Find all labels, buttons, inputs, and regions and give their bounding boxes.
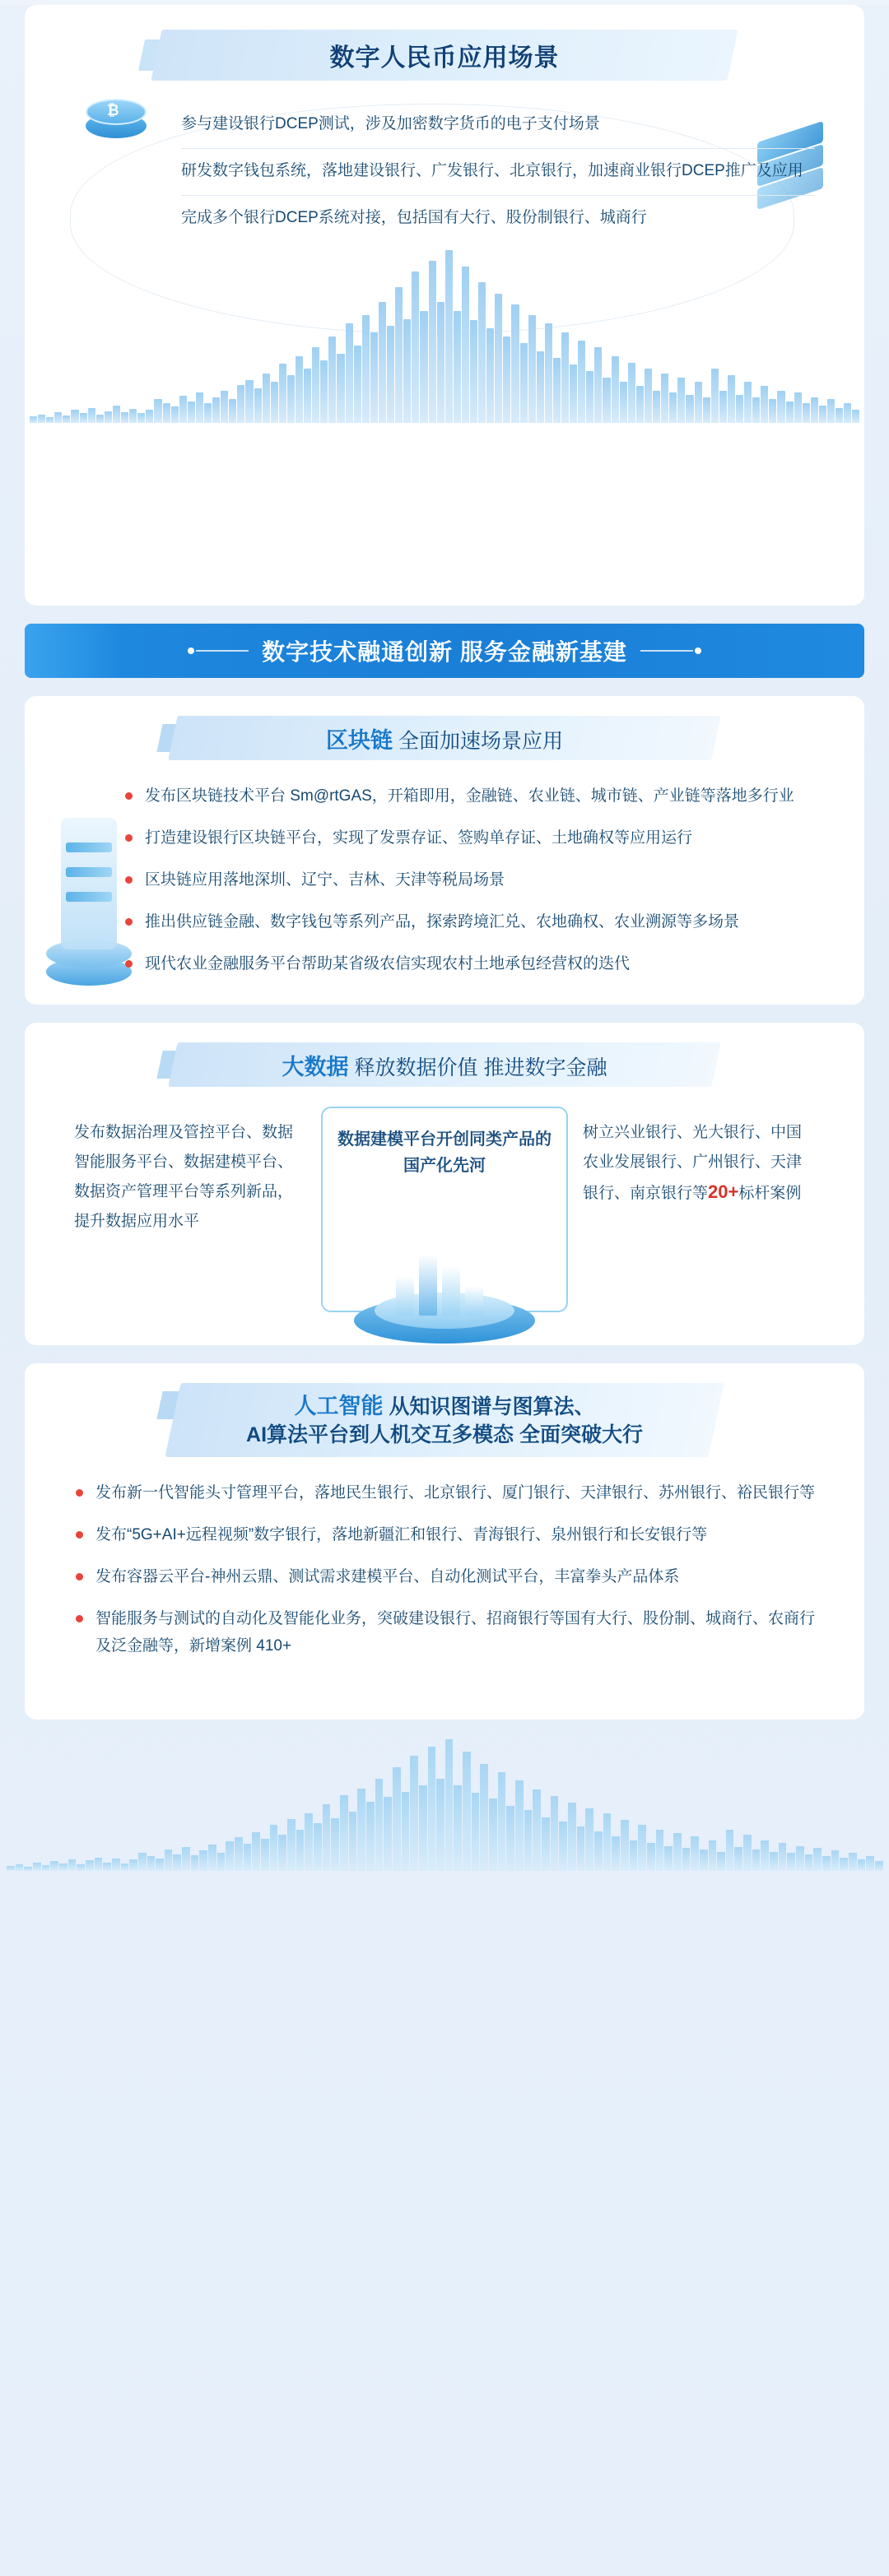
skyline-bar (24, 1867, 32, 1871)
skyline-bar (436, 1779, 444, 1871)
skyline-bar (208, 1845, 216, 1871)
skyline-bar (226, 1841, 234, 1871)
section-two-banner (25, 624, 864, 678)
list-item: 推出供应链金融、数字钱包等系列产品，探索跨境汇兑、农地确权、农业溯源等多场景 (123, 901, 818, 943)
skyline-bar (254, 388, 262, 423)
skyline-bar (734, 1847, 742, 1871)
skyline-bar (340, 1795, 348, 1871)
skyline-bar (179, 396, 187, 423)
skyline-bar (612, 1836, 620, 1871)
skyline-bar (761, 386, 768, 423)
skyline-chart-bottom (0, 1739, 889, 1871)
skyline-bar (533, 1789, 541, 1871)
skyline-bar (545, 323, 552, 423)
skyline-bar (695, 382, 702, 423)
skyline-bar (163, 403, 170, 423)
skyline-bar (703, 397, 710, 424)
skyline-bar (261, 1839, 269, 1871)
list-item: 发布新一代智能头寸管理平台，落地民生银行、北京银行、厦门银行、天津银行、苏州银行、裕民银行等 (74, 1472, 818, 1514)
skyline-bar (331, 1818, 339, 1871)
skyline-bar (296, 1830, 305, 1871)
skyline-bar (520, 343, 528, 423)
skyline-bar (121, 1864, 129, 1871)
skyline-bar (470, 320, 477, 423)
bigdata-title-rest: 释放数据价值 推进数字金融 (348, 1056, 607, 1079)
skyline-bar (412, 272, 419, 423)
skyline-bar (761, 1840, 769, 1871)
skyline-bar (366, 1802, 375, 1871)
blockchain-list (25, 760, 864, 1005)
skyline-bar (80, 413, 87, 423)
skyline-bars (0, 1739, 889, 1871)
skyline-bar (796, 1846, 804, 1871)
skyline-bar (33, 1863, 41, 1872)
bigdata-right-body: 树立兴业银行、光大银行、中国农业发展银行、广州银行、天津银行、南京银行等 (583, 1124, 803, 1202)
skyline-bar (478, 282, 486, 423)
skyline-bar (858, 1859, 866, 1871)
skyline-bar (711, 369, 719, 423)
skyline-bar (840, 1858, 848, 1871)
skyline-bar (561, 332, 569, 423)
list-item: 研发数字钱包系统，落地建设银行、广发银行、北京银行，加速商业银行DCEP推广及应用 (181, 149, 815, 196)
skyline-bar (244, 1844, 252, 1871)
skyline-bar (437, 302, 444, 423)
list-item: 打造建设银行区块链平台，实现了发票存证、签购单存证、土地确权等应用运行 (123, 817, 818, 859)
bigdata-title (282, 1049, 607, 1081)
skyline-bar (320, 360, 328, 423)
skyline-bar (263, 374, 270, 423)
skyline-bar (54, 412, 62, 423)
skyline-bar (357, 1789, 365, 1871)
bigdata-card (25, 1023, 864, 1345)
skyline-bar (612, 356, 619, 423)
skyline-bar (138, 1853, 147, 1871)
skyline-bar (752, 1850, 761, 1871)
skyline-bar (709, 1840, 717, 1871)
skyline-bar (328, 337, 336, 423)
skyline-bar (717, 1852, 725, 1871)
skyline-bar (95, 1858, 103, 1871)
skyline-bar (528, 315, 536, 423)
skyline-bar (346, 323, 353, 423)
skyline-bar (387, 326, 394, 423)
skyline-bar (393, 1767, 401, 1871)
skyline-bar (337, 354, 344, 423)
skyline-bar (362, 315, 370, 423)
skyline-bar (304, 369, 311, 423)
skyline-bar (237, 385, 244, 423)
skyline-bar (542, 1817, 550, 1871)
skyline-bar (852, 410, 859, 423)
skyline-bar (866, 1856, 874, 1871)
ai-title-banner (173, 1383, 716, 1457)
skyline-bar (664, 1846, 673, 1871)
skyline-bar (88, 408, 95, 423)
blockchain-title-strong: 区块链 (326, 727, 393, 753)
skyline-bar (524, 1810, 533, 1871)
skyline-bar (744, 382, 752, 423)
skyline-bar (199, 1850, 207, 1871)
skyline-bar (16, 1864, 24, 1871)
skyline-bar (551, 1796, 559, 1871)
skyline-bar (103, 1863, 111, 1872)
bigdata-center-callout (321, 1107, 568, 1312)
skyline-bar (813, 1848, 822, 1871)
skyline-bar (419, 1785, 427, 1871)
skyline-bar (875, 1861, 883, 1871)
skyline-bar (146, 410, 153, 423)
skyline-bars (25, 250, 864, 423)
skyline-bar (822, 1856, 831, 1871)
skyline-bar (819, 406, 826, 423)
skyline-bar (86, 1860, 94, 1871)
bigdata-case-count: 20+ (708, 1181, 739, 1202)
skyline-bar (354, 346, 361, 424)
page-title: 数字人民币应用场景 (329, 44, 560, 72)
skyline-bar (402, 1792, 410, 1871)
skyline-bar (191, 1855, 199, 1871)
skyline-bar (454, 311, 461, 424)
skyline-bar (486, 328, 494, 424)
skyline-bar (682, 1848, 691, 1871)
blockchain-title-rest: 全面加速场景应用 (393, 729, 563, 753)
skyline-bar (794, 392, 802, 423)
skyline-bar (38, 415, 45, 424)
digital-rmb-bullet-list (25, 102, 864, 242)
skyline-bar (129, 1859, 137, 1871)
skyline-bar (270, 1825, 278, 1871)
skyline-bar (375, 1779, 384, 1871)
skyline-bar (384, 1797, 392, 1871)
skyline-bar (620, 382, 627, 423)
ai-title-line2: AI算法平台到人机交互多模态 全面突破大行 (246, 1423, 643, 1446)
skyline-bar (677, 378, 685, 423)
skyline-bar (287, 1819, 296, 1871)
skyline-bar (603, 1813, 612, 1871)
skyline-bar (553, 358, 561, 423)
skyline-bar (154, 399, 161, 423)
skyline-bar (628, 363, 635, 424)
skyline-bar (686, 395, 693, 423)
skyline-bar (630, 1840, 638, 1871)
skyline-bar (445, 250, 453, 423)
skyline-bar (165, 1850, 173, 1871)
skyline-bar (379, 302, 386, 423)
skyline-bar (603, 378, 610, 423)
bigdata-right-text (583, 1107, 815, 1312)
skyline-bar (420, 311, 427, 424)
skyline-bar (77, 1864, 85, 1871)
skyline-bar (121, 412, 128, 423)
skyline-bar (594, 1831, 603, 1871)
skyline-bar (105, 411, 112, 423)
skyline-bar (235, 1837, 243, 1871)
skyline-bar (578, 341, 585, 423)
blockchain-card (25, 696, 864, 1005)
skyline-bar (570, 364, 577, 423)
bigdata-title-strong: 大数据 (282, 1054, 349, 1079)
skyline-bar (636, 386, 644, 423)
skyline-bar (506, 1806, 514, 1871)
skyline-bar (68, 1859, 77, 1871)
skyline-bar (638, 1825, 646, 1871)
skyline-bar (777, 391, 784, 423)
skyline-bar (403, 319, 411, 423)
skyline-bar (752, 397, 760, 424)
section-two-title: 数字技术融通创新 服务金融新基建 (262, 639, 627, 665)
skyline-bar (278, 1835, 286, 1871)
skyline-bar (621, 1820, 629, 1871)
skyline-bar (212, 397, 220, 424)
skyline-bar (323, 1804, 331, 1871)
skyline-bar (849, 1853, 857, 1871)
skyline-bar (137, 413, 145, 423)
skyline-bar (279, 364, 286, 423)
skyline-bar (349, 1812, 357, 1871)
skyline-bar (42, 1865, 50, 1871)
bigdata-left-text: 发布数据治理及管控平台、数据智能服务平台、数据建模平台、数据资产管理平台等系列新品，提升数据应用水平 (74, 1124, 294, 1230)
skyline-bar (498, 1772, 506, 1871)
skyline-bar (156, 1859, 164, 1871)
blockchain-title (326, 722, 563, 754)
skyline-bar (669, 392, 677, 423)
skyline-bar (271, 382, 278, 423)
list-item: 智能服务与测试的自动化及智能化业务，突破建设银行、招商银行等国有大行、股份制、城商行、农商行及泛金融等，新增案例 410+ (74, 1598, 818, 1667)
skyline-bar (113, 406, 120, 423)
list-item: 现代农业金融服务平台帮助某省级农信实现农村土地承包经营权的迭代 (123, 943, 818, 985)
skyline-bar (188, 401, 195, 423)
skyline-bar (305, 1813, 313, 1871)
skyline-bar (586, 371, 593, 423)
skyline-bar (129, 409, 137, 423)
skyline-bar (568, 1803, 576, 1871)
skyline-bar (645, 369, 652, 423)
list-item: 完成多个银行DCEP系统对接，包括国有大行、股份制银行、城商行 (181, 209, 647, 226)
bigdata-right-tail: 标杆案例 (738, 1185, 802, 1202)
skyline-bar (429, 261, 436, 423)
skyline-bar (445, 1739, 454, 1871)
skyline-bar (296, 356, 303, 423)
skyline-bar (594, 347, 602, 423)
skyline-bar (656, 1830, 664, 1871)
skyline-bar (221, 391, 228, 423)
skyline-bar (647, 1843, 655, 1871)
skyline-bar (673, 1833, 682, 1871)
list-item: 发布容器云平台-神州云鼎、测试需求建模平台、自动化测试平台，丰富拳头产品体系 (74, 1556, 818, 1598)
skyline-bar (700, 1850, 708, 1871)
skyline-bar (515, 1780, 524, 1871)
ai-title-rest: 从知识图谱与图算法、 (383, 1395, 595, 1418)
skyline-bar (653, 391, 660, 423)
skyline-bar (503, 337, 510, 423)
bigdata-bar-chart-illustration (342, 1225, 547, 1345)
skyline-bar (204, 403, 212, 423)
skyline-bar (462, 267, 469, 423)
skyline-bar (827, 399, 835, 423)
skyline-bar (196, 392, 203, 423)
skyline-bar (96, 415, 104, 424)
skyline-bar (736, 395, 743, 423)
skyline-bar (7, 1866, 15, 1871)
skyline-bar (472, 1793, 480, 1871)
skyline-bar (287, 375, 295, 423)
skyline-bar (537, 351, 544, 423)
skyline-bar (46, 417, 54, 423)
skyline-bar (585, 1808, 593, 1871)
skyline-bar (463, 1752, 471, 1871)
skyline-bar (559, 1822, 567, 1871)
skyline-bar (171, 406, 179, 423)
skyline-bar (59, 1864, 67, 1871)
list-item: 发布“5G+AI+远程视频”数字银行，落地新疆汇和银行、青海银行、泉州银行和长安银行等 (74, 1514, 818, 1556)
digital-rmb-card (25, 5, 864, 606)
list-item: 参与建设银行DCEP测试，涉及加密数字货币的电子支付场景 (181, 102, 815, 149)
skyline-bar (803, 403, 810, 423)
skyline-bar (495, 294, 502, 424)
skyline-bar (312, 347, 319, 423)
bigdata-title-banner (173, 1042, 716, 1087)
skyline-bar (769, 399, 776, 423)
skyline-bar (480, 1764, 488, 1871)
skyline-bar (428, 1747, 436, 1871)
skyline-bar (71, 410, 78, 423)
skyline-bar (661, 374, 668, 423)
skyline-bar (30, 416, 37, 423)
skyline-bar (831, 1850, 840, 1871)
skyline-bar (844, 403, 851, 423)
skyline-bar (787, 1853, 795, 1871)
skyline-bar (779, 1843, 787, 1871)
skyline-bar (835, 408, 843, 423)
skyline-bar (719, 391, 727, 423)
section-one-title-banner (156, 30, 733, 81)
skyline-bar (743, 1835, 752, 1871)
banner-decoration-left (196, 650, 249, 652)
skyline-bar (489, 1799, 497, 1871)
skyline-bar (395, 287, 403, 423)
skyline-bar (811, 397, 818, 424)
skyline-bar (245, 380, 253, 424)
ai-list (25, 1457, 864, 1687)
skyline-bar (577, 1826, 585, 1871)
skyline-bar (173, 1854, 181, 1871)
skyline-bar (63, 415, 70, 423)
skyline-bar (252, 1832, 260, 1871)
skyline-bar (726, 1830, 734, 1871)
coin-stack-icon: ₿ (74, 81, 165, 155)
skyline-bar (314, 1823, 322, 1871)
ai-title-strong: 人工智能 (294, 1393, 384, 1418)
skyline-bar (805, 1854, 813, 1871)
skyline-bar (728, 375, 735, 423)
skyline-bar (229, 399, 236, 423)
skyline-bar (50, 1861, 58, 1871)
skyline-bar (454, 1785, 462, 1871)
skyline-bar (217, 1853, 226, 1871)
skyline-bar (770, 1852, 778, 1871)
blockchain-title-banner (173, 716, 716, 760)
skyline-bar (112, 1859, 120, 1871)
skyline-chart-top (25, 250, 864, 423)
skyline-bar (182, 1847, 190, 1871)
list-item: 发布区块链技术平台 Sm@rtGAS，开箱即用，金融链、农业链、城市链、产业链等落地多行业 (123, 775, 818, 817)
skyline-bar (511, 304, 519, 423)
skyline-bar (370, 332, 378, 423)
ai-card (25, 1363, 864, 1720)
bigdata-center-text: 数据建模平台开创同类产品的国产化先河 (337, 1130, 552, 1175)
skyline-bar (691, 1836, 699, 1871)
ai-title (246, 1392, 643, 1449)
skyline-bar (410, 1756, 418, 1871)
skyline-bar (786, 401, 794, 423)
list-item: 区块链应用落地深圳、辽宁、吉林、天津等税局场景 (123, 859, 818, 901)
skyline-bar (147, 1856, 156, 1871)
banner-decoration-right (640, 650, 693, 652)
bigdata-columns (25, 1087, 864, 1345)
